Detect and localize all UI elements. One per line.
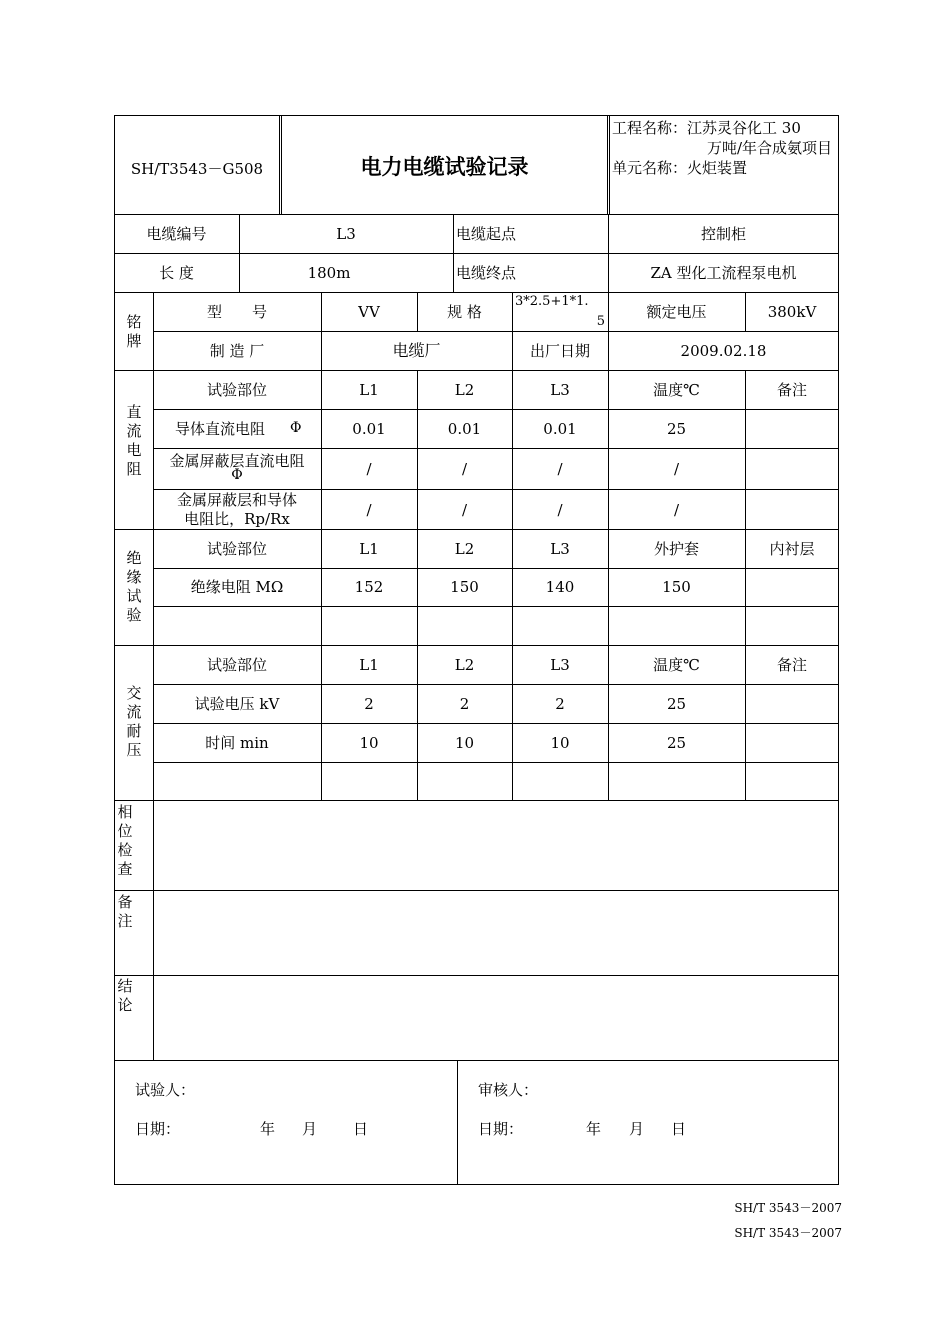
rule	[114, 214, 839, 215]
page-title: 电力电缆试验记录	[360, 155, 529, 179]
test-time-l3: 10	[550, 734, 570, 752]
conclusion-label: 结论	[117, 977, 133, 1014]
cable-end-label: 电缆终点	[456, 264, 517, 282]
resistance-ratio-l1: /	[366, 501, 372, 519]
tester-label: 试验人：	[135, 1081, 196, 1099]
rule	[114, 1060, 839, 1061]
rule	[153, 409, 839, 410]
insulation-resistance-l2: 150	[450, 578, 479, 596]
reviewer-date-day: 日	[671, 1120, 687, 1138]
rule	[153, 762, 839, 763]
ac-header-remark: 备注	[776, 656, 807, 674]
manufacturer-label: 制 造 厂	[209, 342, 265, 360]
ac-header-l1: L1	[359, 656, 379, 674]
rule	[609, 115, 610, 214]
shield-resistance-label: 金属屏蔽层直流电阻	[169, 452, 305, 470]
manufacturer-value: 电缆厂	[392, 341, 441, 360]
conductor-resistance-l3: 0.01	[543, 420, 577, 438]
reviewer-date-year: 年	[586, 1120, 602, 1138]
cable-length-value: 180m	[307, 264, 351, 282]
conductor-resistance-l1: 0.01	[352, 420, 386, 438]
project-name-cont: 万吨/年合成氨项目	[706, 139, 832, 157]
insulation-resistance-l1: 152	[354, 578, 384, 596]
nameplate-section-label: 铭牌	[126, 313, 142, 350]
ins-header-sheath: 外护套	[653, 540, 699, 558]
insulation-resistance-label: 绝缘电阻 MΩ	[190, 578, 284, 596]
reviewer-label: 审核人：	[478, 1081, 539, 1099]
rated-voltage-value: 380kV	[767, 303, 817, 321]
reviewer-date-label: 日期：	[478, 1120, 524, 1138]
resistance-ratio-label: 金属屏蔽层和导体	[176, 491, 297, 509]
rule	[745, 370, 746, 800]
test-voltage-l3: 2	[555, 695, 565, 713]
rule	[153, 489, 839, 490]
model-label: 型 号	[206, 303, 267, 321]
dc-header-l1: L1	[359, 381, 379, 399]
rule	[114, 890, 839, 891]
rule	[114, 645, 839, 646]
ins-header-l3: L3	[550, 540, 570, 558]
rule	[114, 370, 839, 371]
conductor-resistance-temp: 25	[666, 420, 687, 438]
unit-name: 单元名称：火炬装置	[612, 159, 748, 177]
conductor-resistance-l2: 0.01	[447, 420, 482, 438]
ins-header-lining: 内衬层	[769, 540, 815, 558]
ac-header-temp: 温度℃	[653, 656, 700, 674]
model-value: VV	[358, 303, 380, 321]
spec-value: 3*2.5+1*1.	[515, 294, 589, 309]
cable-number-label: 电缆编号	[146, 225, 207, 243]
ac-header-part: 试验部位	[206, 656, 267, 674]
test-time-temp: 25	[666, 734, 687, 752]
shield-resistance-l1: /	[366, 460, 372, 478]
rule	[607, 115, 608, 214]
shield-resistance-temp: /	[673, 460, 680, 478]
rated-voltage-label: 额定电压	[646, 303, 707, 321]
ac-header-l3: L3	[550, 656, 570, 674]
form-code: SH/T3543－G508	[130, 160, 264, 178]
rule	[453, 214, 454, 292]
rule	[114, 529, 839, 530]
test-voltage-l2: 2	[459, 695, 470, 713]
rule	[114, 292, 839, 293]
cable-start-label: 电缆起点	[456, 225, 517, 243]
factory-date-value: 2009.02.18	[680, 342, 767, 360]
rule	[153, 606, 839, 607]
resistance-ratio-temp: /	[673, 501, 680, 519]
conductor-resistance-label: 导体直流电阻	[175, 420, 266, 438]
rule	[457, 1060, 458, 1185]
cable-length-label: 长 度	[159, 264, 194, 282]
resistance-ratio-l2: /	[461, 501, 468, 519]
factory-date-label: 出厂日期	[529, 342, 590, 360]
ins-header-part: 试验部位	[206, 540, 267, 558]
dc-header-l2: L2	[454, 381, 475, 399]
ac-withstand-section-label: 交流耐压	[126, 684, 142, 759]
resistance-ratio-label-cont: 电阻比，Rp/Rx	[184, 510, 290, 528]
dc-header-remark: 备注	[776, 381, 807, 399]
rule	[114, 253, 839, 254]
reviewer-date-month: 月	[629, 1120, 645, 1138]
cable-end-value: ZA 型化工流程泵电机	[650, 264, 797, 282]
test-time-label: 时间 min	[205, 734, 269, 752]
test-voltage-l1: 2	[364, 695, 374, 713]
tester-date-year: 年	[260, 1120, 276, 1138]
test-voltage-temp: 25	[666, 695, 687, 713]
ac-header-l2: L2	[454, 656, 475, 674]
dc-header-temp: 温度℃	[653, 381, 700, 399]
cable-number-value: L3	[336, 225, 356, 243]
test-time-l1: 10	[359, 734, 379, 752]
rule	[114, 975, 839, 976]
test-time-l2: 10	[454, 734, 475, 752]
shield-resistance-l2: /	[461, 460, 468, 478]
dc-header-part: 试验部位	[206, 381, 267, 399]
phase-check-label: 相位检查	[117, 803, 133, 878]
ins-header-l1: L1	[359, 540, 379, 558]
phi-symbol: Φ	[290, 420, 302, 436]
rule	[153, 448, 839, 449]
resistance-ratio-l3: /	[557, 501, 563, 519]
ins-header-l2: L2	[454, 540, 475, 558]
shield-resistance-l3: /	[557, 460, 563, 478]
tester-date-day: 日	[353, 1120, 369, 1138]
phi-symbol: Φ	[231, 467, 243, 483]
rule	[153, 292, 154, 1060]
insulation-section-label: 绝缘试验	[126, 549, 142, 624]
cable-start-value: 控制柜	[700, 225, 746, 243]
insulation-resistance-sheath: 150	[662, 578, 691, 596]
standard-code-footer: SH/T 3543－2007	[734, 1201, 842, 1215]
remarks-label: 备注	[117, 893, 133, 930]
standard-code-footer: SH/T 3543－2007	[734, 1226, 842, 1240]
test-voltage-label: 试验电压 kV	[194, 695, 280, 713]
rule	[153, 684, 839, 685]
dc-resistance-section-label: 直流电阻	[126, 403, 142, 478]
rule	[153, 723, 839, 724]
insulation-resistance-l3: 140	[545, 578, 575, 596]
tester-date-month: 月	[302, 1120, 318, 1138]
spec-value-cont: 5	[596, 314, 605, 329]
tester-date-label: 日期：	[135, 1120, 181, 1138]
rule	[153, 568, 839, 569]
rule	[153, 331, 839, 332]
project-name: 工程名称：江苏灵谷化工 30	[612, 119, 801, 137]
rule	[114, 800, 839, 801]
spec-label: 规 格	[447, 303, 482, 321]
dc-header-l3: L3	[550, 381, 570, 399]
